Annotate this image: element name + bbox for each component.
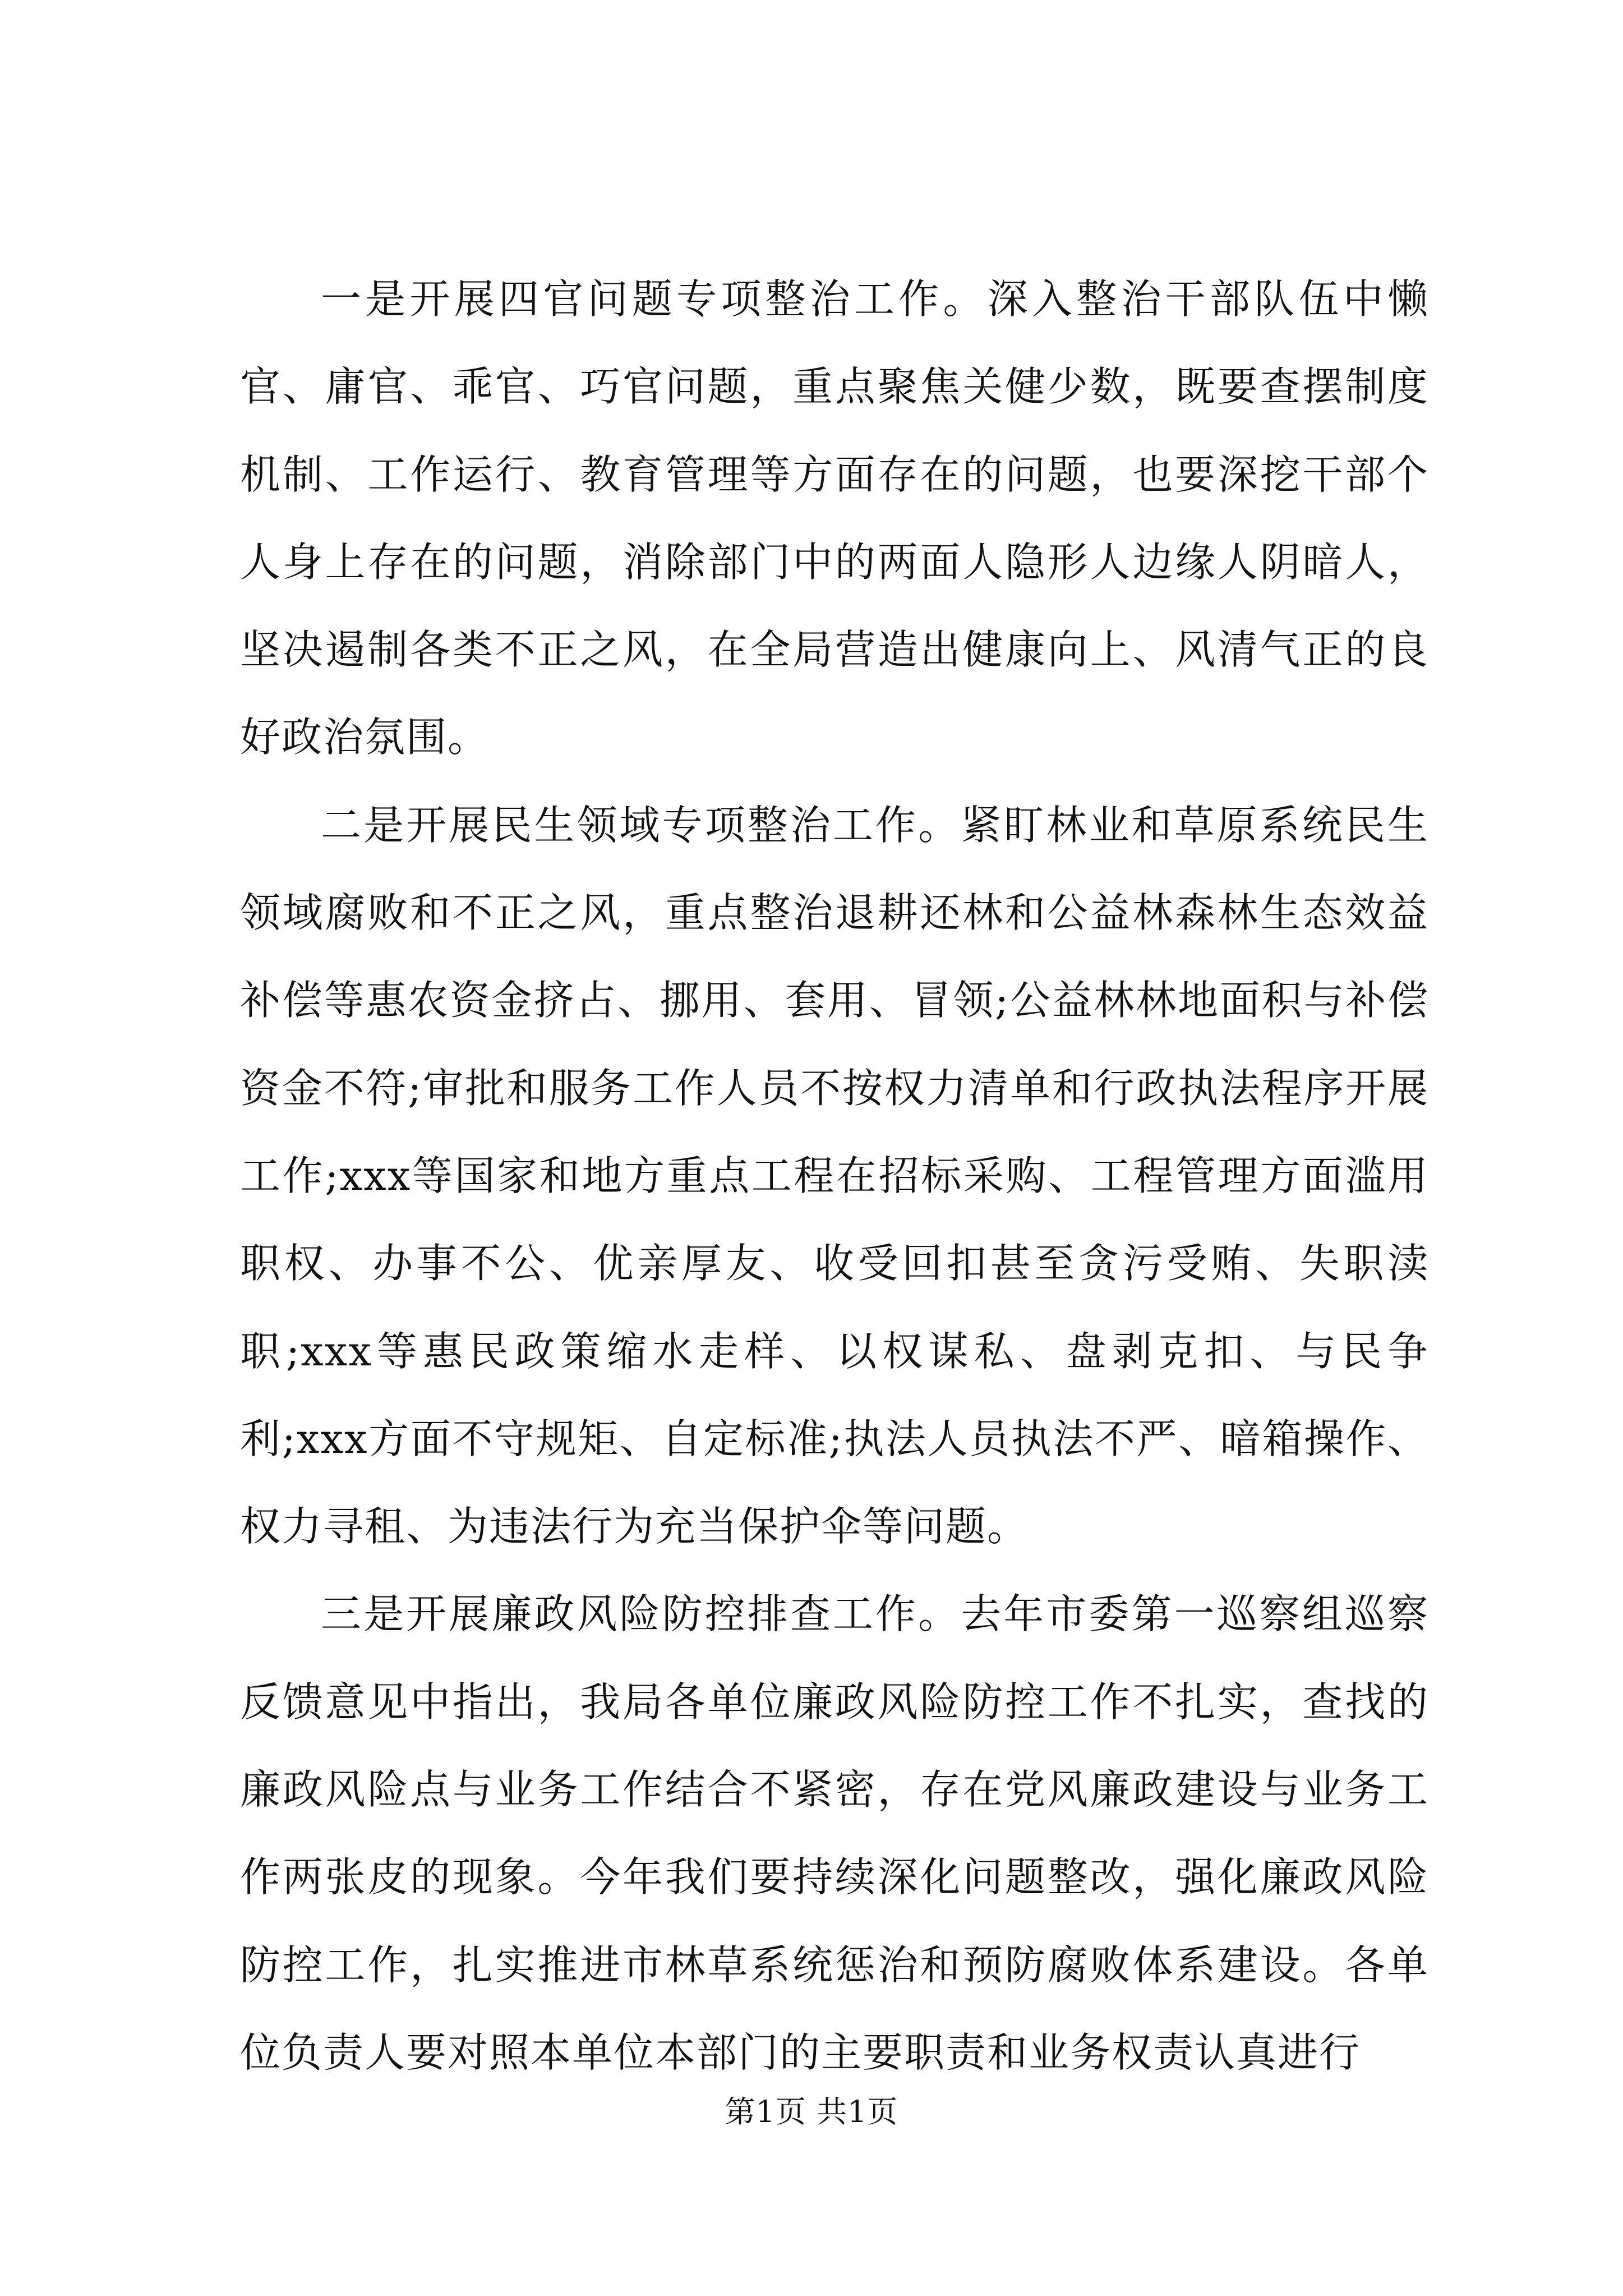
paragraph-1: 一是开展四官问题专项整治工作。深入整治干部队伍中懒官、庸官、乖官、巧官问题，重点聚焦关健少数，既要查摆制度机制、工作运行、教育管理等方面存在的问题，也要深挖干部个人身上存在的问题，消除部门中的两面人隐形人边缘人阴暗人，坚决遏制各类不正之风，在全局营造出健康向上、风清气正的良好政治氛围。 [240, 275, 1429, 761]
document-body [240, 255, 1429, 2096]
paragraph-3: 三是开展廉政风险防控排查工作。去年市委第一巡察组巡察反馈意见中指出，我局各单位廉政风险防控工作不扎实，查找的廉政风险点与业务工作结合不紧密，存在党风廉政建设与业务工作两张皮的现象。今年我们要持续深化问题整改，强化廉政风险防控工作，扎实推进市林草系统惩治和预防腐败体系建设。各单位负责人要对照本单位本部门的主要职责和业务权责认真进行 [240, 1590, 1429, 2076]
paragraph-2: 二是开展民生领域专项整治工作。紧盯林业和草原系统民生领域腐败和不正之风，重点整治退耕还林和公益林森林生态效益补偿等惠农资金挤占、挪用、套用、冒领;公益林林地面积与补偿资金不符;审批和服务工作人员不按权力清单和行政执法程序开展工作;xxx等国家和地方重点工程在招标采购、工程管理方面滥用职权、办事不公、优亲厚友、收受回扣甚至贪污受贿、失职渎职;xxx等惠民政策缩水走样、以权谋私、盘剥克扣、与民争利;xxx方面不守规矩、自定标准;执法人员执法不严、暗箱操作、权力寻租、为违法行为充当保护伞等问题。 [240, 801, 1429, 1550]
page-number-footer: 第1页 共1页 [725, 2094, 898, 2129]
